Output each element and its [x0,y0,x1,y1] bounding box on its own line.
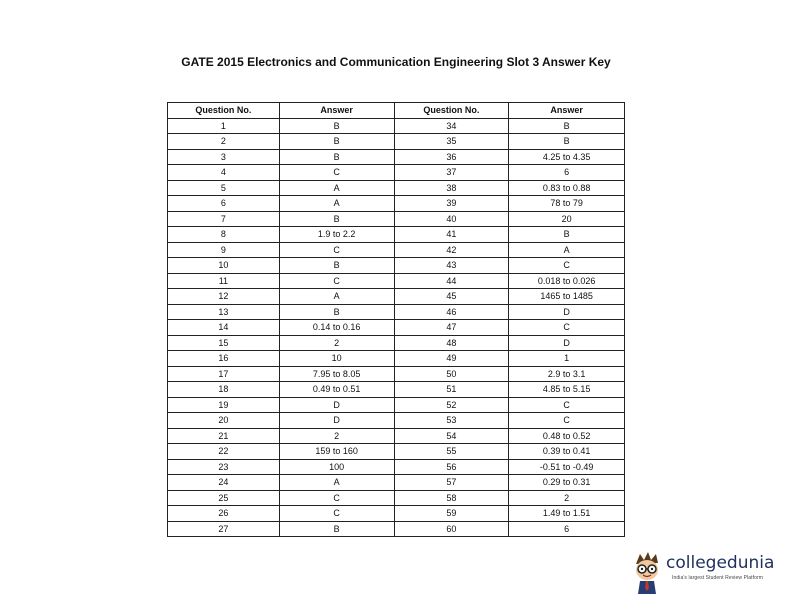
question-number-cell: 45 [394,289,509,305]
question-number-cell: 10 [168,258,280,274]
question-number-cell: 60 [394,521,509,537]
table-row [168,134,625,150]
answer-cell: A [279,180,394,196]
question-number-cell: 19 [168,397,280,413]
table-row [168,242,625,258]
question-number-cell: 39 [394,196,509,212]
answer-cell: 1.49 to 1.51 [509,506,625,522]
question-number-cell: 5 [168,180,280,196]
question-number-cell: 51 [394,382,509,398]
answer-cell: 10 [279,351,394,367]
answer-cell: 7.95 to 8.05 [279,366,394,382]
question-number-cell: 41 [394,227,509,243]
question-number-cell: 21 [168,428,280,444]
answer-cell: 2 [279,428,394,444]
answer-cell: A [279,475,394,491]
table-row [168,227,625,243]
question-number-cell: 43 [394,258,509,274]
table-row [168,459,625,475]
question-number-cell: 23 [168,459,280,475]
table-row [168,366,625,382]
table-row [168,397,625,413]
answer-cell: 0.49 to 0.51 [279,382,394,398]
answer-cell: 4.25 to 4.35 [509,149,625,165]
question-number-cell: 4 [168,165,280,181]
question-number-cell: 57 [394,475,509,491]
answer-cell: B [279,149,394,165]
question-number-cell: 13 [168,304,280,320]
answer-cell: C [279,242,394,258]
question-number-cell: 8 [168,227,280,243]
question-number-cell: 26 [168,506,280,522]
table-row [168,335,625,351]
question-number-cell: 37 [394,165,509,181]
question-number-cell: 20 [168,413,280,429]
brand-name: collegedunia [666,553,775,573]
question-number-cell: 36 [394,149,509,165]
table-row [168,428,625,444]
answer-cell: C [509,413,625,429]
answer-cell: B [279,258,394,274]
answer-cell: C [509,320,625,336]
question-number-cell: 3 [168,149,280,165]
answer-cell: 6 [509,521,625,537]
answer-cell: B [279,118,394,134]
question-number-cell: 25 [168,490,280,506]
answer-cell: D [279,413,394,429]
question-number-cell: 53 [394,413,509,429]
header-question-no: Question No. [394,103,509,119]
answer-cell: A [279,289,394,305]
table-row [168,180,625,196]
answer-cell: D [509,335,625,351]
answer-cell: C [279,490,394,506]
question-number-cell: 55 [394,444,509,460]
question-number-cell: 59 [394,506,509,522]
table-row [168,382,625,398]
answer-cell: 1.9 to 2.2 [279,227,394,243]
answer-cell: 0.83 to 0.88 [509,180,625,196]
question-number-cell: 14 [168,320,280,336]
header-answer: Answer [279,103,394,119]
question-number-cell: 15 [168,335,280,351]
answer-cell: D [279,397,394,413]
answer-cell: 20 [509,211,625,227]
answer-cell: C [279,165,394,181]
question-number-cell: 9 [168,242,280,258]
question-number-cell: 6 [168,196,280,212]
answer-cell: 159 to 160 [279,444,394,460]
answer-cell: 6 [509,165,625,181]
answer-cell: 0.29 to 0.31 [509,475,625,491]
question-number-cell: 54 [394,428,509,444]
question-number-cell: 34 [394,118,509,134]
question-number-cell: 27 [168,521,280,537]
answer-cell: 0.018 to 0.026 [509,273,625,289]
table-row [168,149,625,165]
answer-cell: B [279,304,394,320]
answer-cell: B [509,227,625,243]
question-number-cell: 50 [394,366,509,382]
answer-cell: C [509,397,625,413]
answer-cell: 1 [509,351,625,367]
answer-cell: B [509,118,625,134]
answer-cell: 0.14 to 0.16 [279,320,394,336]
header-answer: Answer [509,103,625,119]
question-number-cell: 7 [168,211,280,227]
table-row [168,211,625,227]
collegedunia-logo [628,550,778,594]
table-row [168,196,625,212]
question-number-cell: 22 [168,444,280,460]
brand-tagline: India's largest Student Review Platform [672,575,764,581]
table-row [168,506,625,522]
question-number-cell: 48 [394,335,509,351]
answer-cell: 0.39 to 0.41 [509,444,625,460]
question-number-cell: 49 [394,351,509,367]
answer-cell: A [279,196,394,212]
question-number-cell: 40 [394,211,509,227]
answer-cell: 78 to 79 [509,196,625,212]
table-row [168,444,625,460]
table-row [168,521,625,537]
table-row [168,304,625,320]
question-number-cell: 46 [394,304,509,320]
answer-cell: B [279,211,394,227]
answer-cell: C [509,258,625,274]
question-number-cell: 18 [168,382,280,398]
table-row [168,490,625,506]
question-number-cell: 11 [168,273,280,289]
question-number-cell: 2 [168,134,280,150]
answer-cell: -0.51 to -0.49 [509,459,625,475]
question-number-cell: 58 [394,490,509,506]
answer-cell: 2 [279,335,394,351]
question-number-cell: 12 [168,289,280,305]
answer-cell: 2.9 to 3.1 [509,366,625,382]
answer-cell: B [509,134,625,150]
answer-cell: A [509,242,625,258]
question-number-cell: 17 [168,366,280,382]
answer-cell: B [279,521,394,537]
table-row [168,118,625,134]
answer-cell: 4.85 to 5.15 [509,382,625,398]
answer-cell: 2 [509,490,625,506]
table-row [168,273,625,289]
table-row [168,320,625,336]
answer-cell: C [279,506,394,522]
answer-cell: 100 [279,459,394,475]
question-number-cell: 35 [394,134,509,150]
table-row [168,351,625,367]
answer-cell: D [509,304,625,320]
question-number-cell: 47 [394,320,509,336]
question-number-cell: 24 [168,475,280,491]
table-row [168,413,625,429]
question-number-cell: 52 [394,397,509,413]
answer-cell: C [279,273,394,289]
answer-cell: 1465 to 1485 [509,289,625,305]
page-title: GATE 2015 Electronics and Communication Engineering Slot 3 Answer Key [181,55,611,69]
answer-cell: 0.48 to 0.52 [509,428,625,444]
question-number-cell: 56 [394,459,509,475]
question-number-cell: 1 [168,118,280,134]
answer-key-table [167,102,625,537]
header-question-no: Question No. [168,103,280,119]
table-row [168,165,625,181]
table-row [168,475,625,491]
table-header-row [168,103,625,119]
table-row [168,258,625,274]
question-number-cell: 16 [168,351,280,367]
question-number-cell: 44 [394,273,509,289]
answer-cell: B [279,134,394,150]
table-row [168,289,625,305]
student-mascot-icon [628,550,668,594]
question-number-cell: 38 [394,180,509,196]
question-number-cell: 42 [394,242,509,258]
